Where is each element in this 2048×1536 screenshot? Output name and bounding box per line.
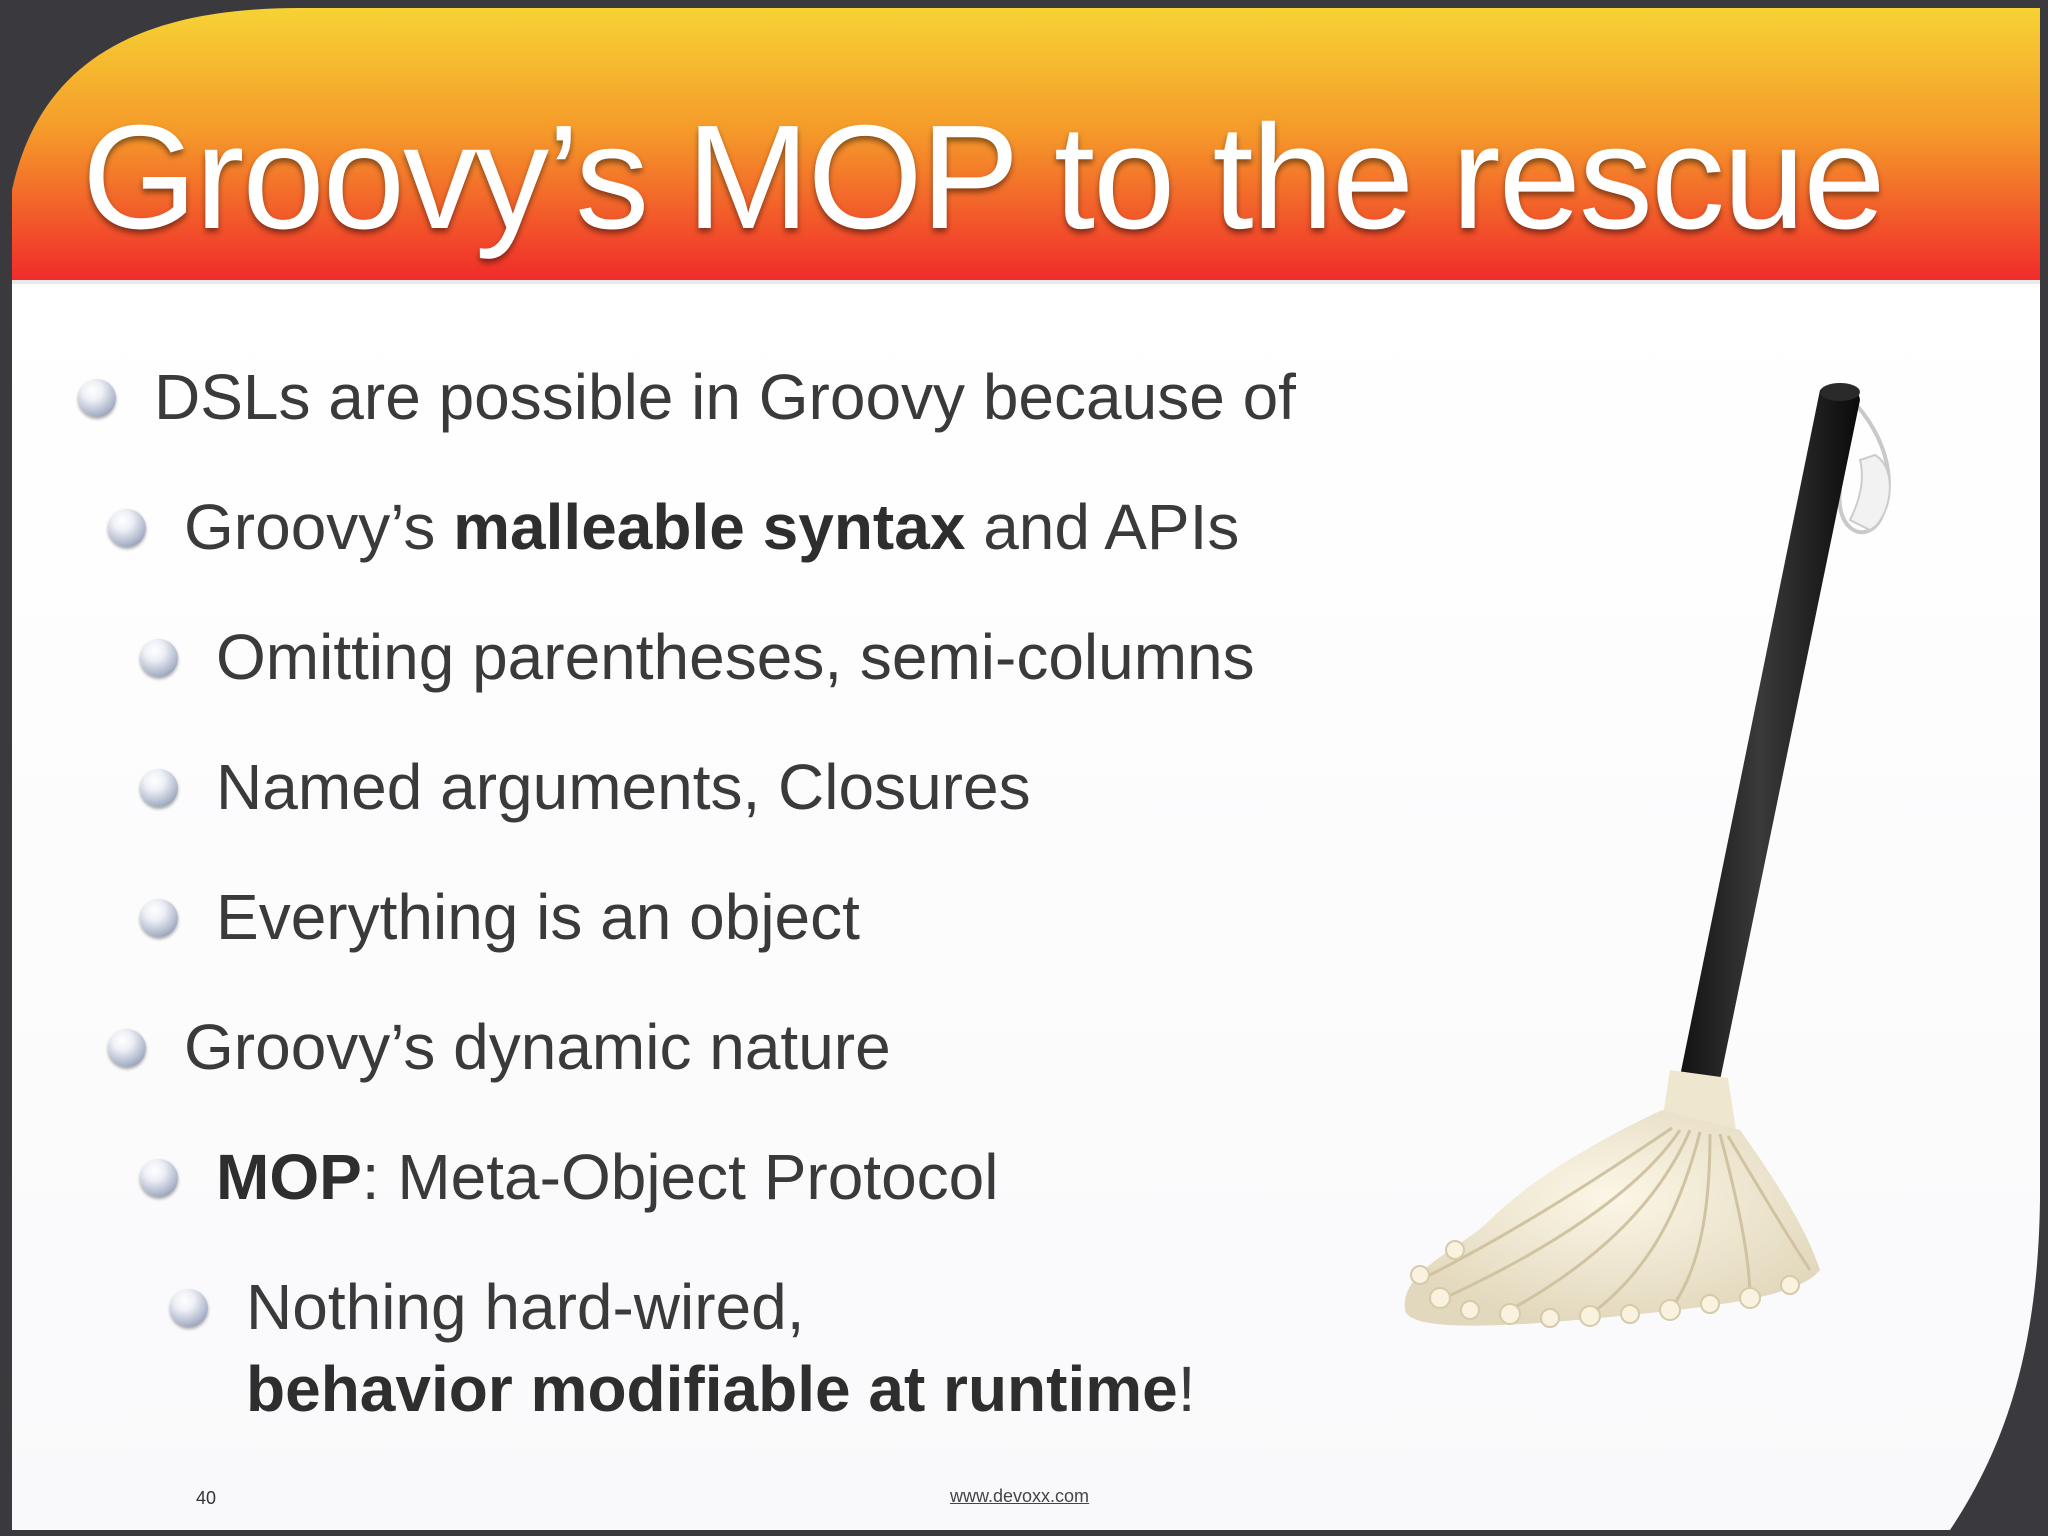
bullet-sphere-icon: [140, 899, 178, 937]
bold-text: behavior modifiable at runtime: [246, 1353, 1178, 1425]
bullet-level2: [140, 1136, 998, 1218]
bullet-level2: [140, 616, 1255, 698]
bullet-text: Everything is an object: [216, 881, 860, 953]
bullet-text: Nothing hard-wired, behavior modifiable at runtime!: [246, 1271, 1196, 1425]
bullet-level2: [140, 876, 860, 958]
bullet-text: Omitting parentheses, semi-columns: [216, 621, 1255, 693]
bullet-sphere-icon: [140, 639, 178, 677]
bullet-sphere-icon: [140, 769, 178, 807]
bullet-text: Named arguments, Closures: [216, 751, 1031, 823]
bullet-text: Groovy’s dynamic nature: [184, 1011, 891, 1083]
bullet-level0: [78, 356, 1296, 438]
page-number: 40: [196, 1488, 217, 1508]
bullet-level3: [170, 1266, 1196, 1430]
bullet-sphere-icon: [108, 1029, 146, 1067]
bullet-level2: [140, 746, 1031, 828]
bullet-sphere-icon: [108, 509, 146, 547]
bullet-text: DSLs are possible in Groovy because of: [154, 361, 1296, 433]
bullet-sphere-icon: [78, 379, 116, 417]
bold-text: MOP: [216, 1141, 362, 1213]
mop-image: [1380, 370, 1940, 1340]
bullet-sphere-icon: [170, 1289, 208, 1327]
slide-title: Groovy’s MOP to the rescue: [82, 95, 1884, 260]
bullet-text: MOP: Meta-Object Protocol: [216, 1141, 999, 1213]
bullet-level1: [108, 486, 1239, 568]
bullet-text: Groovy’s malleable syntax and APIs: [184, 491, 1240, 563]
footer-link[interactable]: www.devoxx.com: [950, 1486, 1090, 1506]
bold-text: malleable syntax: [453, 491, 966, 563]
bullet-sphere-icon: [140, 1159, 178, 1197]
bullet-level1: [108, 1006, 891, 1088]
